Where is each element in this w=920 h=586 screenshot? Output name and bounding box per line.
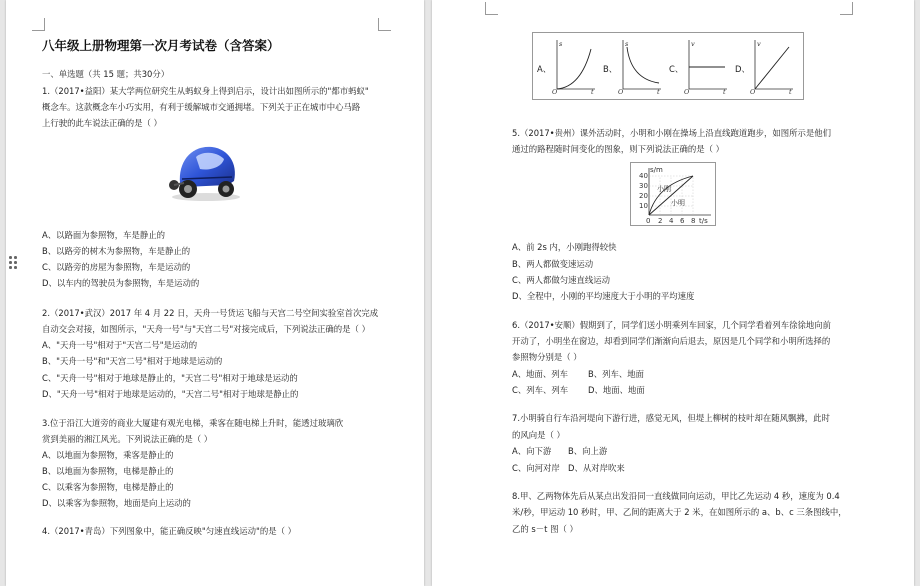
q5-option-a: A、前 2s 内，小刚跑得较快 xyxy=(512,242,617,252)
axis-origin: O xyxy=(684,88,690,95)
y-axis-label: s/m xyxy=(650,166,663,174)
q1-option-c: C、以路旁的房屋为参照物，车是运动的 xyxy=(42,262,191,272)
q8-line: 米/秒，甲运动 10 秒时，甲、乙间的距离大于 2 米，在如图所示的 a、b、c 三条图线中， xyxy=(512,507,847,517)
q2-option-b: B、"天舟一号"和"天宫二号"相对于地球是运动的 xyxy=(42,356,223,366)
q3-option-d: D、以乘客为参照物，地面是向上运动的 xyxy=(42,498,191,508)
axis-label-t: t xyxy=(657,88,660,95)
y-tick: 30 xyxy=(639,182,648,190)
x-tick: 2 xyxy=(658,217,663,225)
q5-line: 通过的路程随时间变化的图象，则下列说法正确的是（ ） xyxy=(512,144,725,154)
axis-label-t: t xyxy=(789,88,792,95)
axis-label-s: s xyxy=(559,40,563,48)
q8-line: 8.甲、乙两物体先后从某点出发沿同一直线做同向运动，甲比乙先运动 4 秒，速度为 0.4 xyxy=(512,491,840,501)
concept-car-image xyxy=(162,139,246,203)
q8-line: 乙的 s－t 图（ ） xyxy=(512,524,578,534)
q4-line: 4.（2017•青岛）下列图象中，能正确反映"匀速直线运动"的是（ ） xyxy=(42,526,296,536)
q4-graph-a-label: A、 xyxy=(537,64,552,74)
axis-label-t: t xyxy=(723,88,726,95)
q5-graph xyxy=(631,163,715,225)
q5-option-c: C、两人都做匀速直线运动 xyxy=(512,275,610,285)
q4-graph-c-label: C、 xyxy=(669,64,684,74)
axis-label-s: s xyxy=(625,40,629,48)
x-tick: 6 xyxy=(680,217,685,225)
q6-option-d: D、地面、地面 xyxy=(588,385,645,395)
q7-line: 7.小明骑自行车沿河堤向下游行进，感觉无风，但堤上柳树的枝叶却在随风飘拂，此时 xyxy=(512,413,830,423)
q6-line: 参照物分别是（ ） xyxy=(512,352,582,362)
y-tick: 40 xyxy=(639,172,648,180)
series-label-xiaogang: 小刚 xyxy=(657,185,671,193)
axis-label-v: v xyxy=(691,40,695,48)
page-title: 八年级上册物理第一次月考试卷（含答案） xyxy=(42,38,280,53)
margin-mark-top-right xyxy=(378,18,391,31)
q4-graphs-panel xyxy=(532,32,804,100)
q7-option-c: C、向河对岸 xyxy=(512,463,560,473)
q2-option-a: A、"天舟一号"相对于"天宫二号"是运动的 xyxy=(42,340,198,350)
x-tick: 8 xyxy=(691,217,696,225)
q1-option-d: D、以车内的驾驶员为参照物，车是运动的 xyxy=(42,278,200,288)
q6-option-c: C、列车、列车 xyxy=(512,385,569,395)
document-page-right xyxy=(432,0,914,586)
q4-graph-c xyxy=(683,37,729,95)
q1-option-b: B、以路旁的树木为参照物，车是静止的 xyxy=(42,246,191,256)
q5-line: 5.（2017•贵州）课外活动时，小明和小刚在操场上沿直线跑道跑步，如图所示是他们 xyxy=(512,128,831,138)
axis-origin: O xyxy=(750,88,756,95)
q5-option-d: D、全程中，小刚的平均速度大于小明的平均速度 xyxy=(512,291,695,301)
q4-graph-d xyxy=(749,37,795,95)
q1-line: 概念车。这款概念车小巧实用，有利于缓解城市交通拥堵。下列关于正在城市中心马路 xyxy=(42,102,361,112)
q7-option-a: A、向下游 xyxy=(512,446,552,456)
section-heading: 一、单选题（共 15 题；共30分） xyxy=(42,69,170,79)
margin-mark-top-left xyxy=(32,18,45,31)
q3-line: 3.位于沿江大道旁的商业大厦建有观光电梯，乘客在随电梯上升时，能透过玻璃欣 xyxy=(42,418,344,428)
q6-line: 6.（2017•安顺）假期到了，同学们送小明乘列车回家，几个同学看着列车徐徐地向前 xyxy=(512,320,831,330)
margin-mark-top-left xyxy=(485,2,498,15)
y-tick: 10 xyxy=(639,202,648,210)
q4-graph-b xyxy=(617,37,663,95)
series-label-xiaoming: 小明 xyxy=(671,199,685,207)
q3-option-a: A、以地面为参照物，乘客是静止的 xyxy=(42,450,174,460)
q4-graph-a xyxy=(551,37,597,95)
q6-option-b: B、列车、地面 xyxy=(588,369,644,379)
q2-option-c: C、"天舟一号"相对于地球是静止的，"天宫二号"相对于地球是运动的 xyxy=(42,373,298,383)
axis-origin: O xyxy=(618,88,624,95)
q6-line: 开动了，小明坐在窗边，却看到同学们渐渐向后退去，原因是几个同学和小明所选择的 xyxy=(512,336,831,346)
x-axis-label: t/s xyxy=(699,217,708,225)
y-tick: 20 xyxy=(639,192,648,200)
x-tick: 4 xyxy=(669,217,674,225)
q5-graph-frame xyxy=(630,162,716,226)
q4-graph-d-label: D、 xyxy=(735,64,750,74)
q1-line: 1.（2017•益阳）某大学两位研究生从蚂蚁身上得到启示，设计出如图所示的"都市蚂蚁" xyxy=(42,86,369,96)
axis-label-v: v xyxy=(757,40,761,48)
q7-option-d: D、从对岸吹来 xyxy=(568,463,625,473)
x-tick: 0 xyxy=(646,217,651,225)
axis-label-t: t xyxy=(591,88,594,95)
q4-graph-b-label: B、 xyxy=(603,64,618,74)
q2-line: 2.（2017•武汉）2017 年 4 月 22 日，天舟一号货运飞船与天宫二号空间实验室首次完成 xyxy=(42,308,379,318)
q7-option-b: B、向上游 xyxy=(568,446,608,456)
q3-option-b: B、以地面为参照物，电梯是静止的 xyxy=(42,466,174,476)
q3-line: 赏到美丽的湘江风光。下列说法正确的是（ ） xyxy=(42,434,213,444)
document-page-left xyxy=(6,0,424,586)
q1-line: 上行驶的此车说法正确的是（ ） xyxy=(42,118,162,128)
q2-option-d: D、"天舟一号"相对于地球是运动的，"天宫二号"相对于地球是静止的 xyxy=(42,389,299,399)
drag-handle-icon[interactable] xyxy=(9,256,19,272)
q3-option-c: C、以乘客为参照物，电梯是静止的 xyxy=(42,482,174,492)
margin-mark-top-right xyxy=(840,2,853,15)
q5-option-b: B、两人都做变速运动 xyxy=(512,259,594,269)
q1-option-a: A、以路面为参照物，车是静止的 xyxy=(42,230,165,240)
q7-line: 的风向是（ ） xyxy=(512,430,565,440)
q6-option-a: A、地面、列车 xyxy=(512,369,568,379)
axis-origin: O xyxy=(552,88,558,95)
q2-line: 自动交会对接，如图所示，"天舟一号"与"天宫二号"对接完成后，下列说法正确的是（ ） xyxy=(42,324,370,334)
